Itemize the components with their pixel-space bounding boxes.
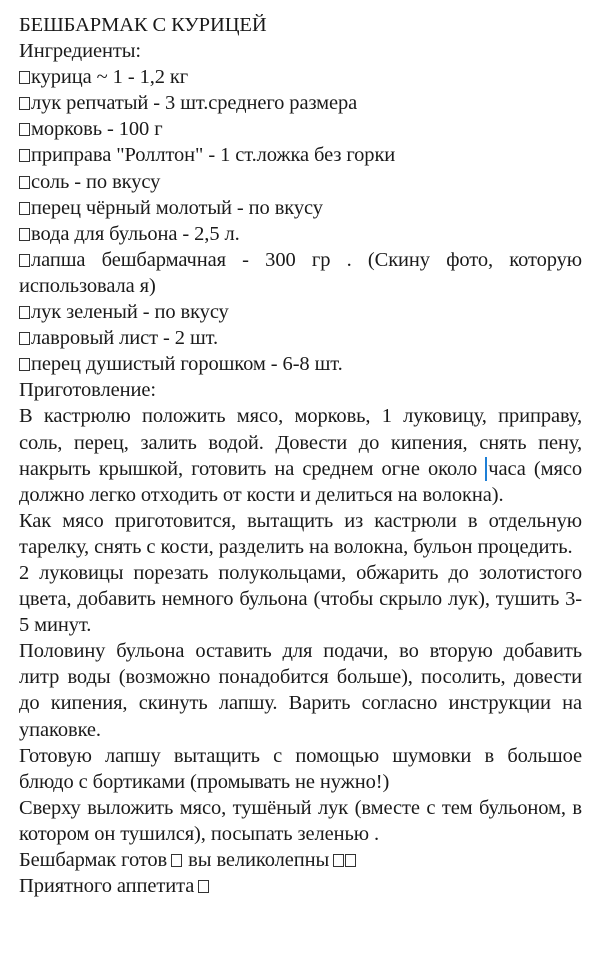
ingredient-item: соль - по вкусу bbox=[19, 169, 582, 195]
step-paragraph: 2 луковицы порезать полукольцами, обжарить до золотистого цвета, добавить немного бульона (чтобы скрыло лук), тушить 3-5 минут. bbox=[19, 561, 582, 637]
missing-glyph-box-icon bbox=[333, 854, 344, 867]
missing-glyph-box-icon bbox=[19, 202, 30, 215]
text-cursor bbox=[485, 457, 487, 481]
ingredient-item: лавровый лист - 2 шт. bbox=[19, 325, 582, 351]
missing-glyph-box-icon bbox=[19, 228, 30, 241]
ingredient-item: курица ~ 1 - 1,2 кг bbox=[19, 64, 582, 90]
missing-glyph-box-icon bbox=[171, 854, 182, 867]
missing-glyph-box-icon bbox=[19, 149, 30, 162]
missing-glyph-box-icon bbox=[198, 880, 209, 893]
step-paragraph: Как мясо приготовится, вытащить из кастрюли в отдельную тарелку, снять с кости, разделить на волокна, бульон процедить. bbox=[19, 509, 582, 558]
missing-glyph-box-icon bbox=[19, 176, 30, 189]
step-paragraph: Сверху выложить мясо, тушёный лук (вместе с тем бульоном, в котором он тушился), посыпать зеленью . bbox=[19, 796, 582, 845]
ingredient-item: приправа "Роллтон" - 1 ст.ложка без горки bbox=[19, 142, 582, 168]
missing-glyph-box-icon bbox=[345, 854, 356, 867]
step-paragraph: В кастрюлю положить мясо, морковь, 1 луковицу, приправу, соль, перец, залить водой. Довести до кипения, снять пену, накрыть крышкой, готовить на среднем огне около часа (мясо должно легко отходить от кости и делиться на волокна). bbox=[19, 405, 582, 506]
document-body[interactable] bbox=[19, 12, 582, 899]
closing-line: Приятного аппетита bbox=[19, 873, 582, 899]
missing-glyph-box-icon bbox=[19, 254, 30, 267]
missing-glyph-box-icon bbox=[19, 123, 30, 136]
ingredients-heading: Ингредиенты: bbox=[19, 40, 141, 63]
ingredient-item: лук репчатый - 3 шт.среднего размера bbox=[19, 90, 582, 116]
missing-glyph-box-icon bbox=[19, 71, 30, 84]
ingredient-item: вода для бульона - 2,5 л. bbox=[19, 221, 582, 247]
ingredient-item: перец чёрный молотый - по вкусу bbox=[19, 195, 582, 221]
step-paragraph: Готовую лапшу вытащить с помощью шумовки в большое блюдо с бортиками (промывать не нужно!) bbox=[19, 744, 582, 793]
ingredient-item: перец душистый горошком - 6-8 шт. bbox=[19, 351, 582, 377]
missing-glyph-box-icon bbox=[19, 306, 30, 319]
closing-line: Бешбармак готов вы великолепны bbox=[19, 847, 582, 873]
ingredient-item: морковь - 100 г bbox=[19, 116, 582, 142]
missing-glyph-box-icon bbox=[19, 332, 30, 345]
missing-glyph-box-icon bbox=[19, 358, 30, 371]
ingredient-item: лук зеленый - по вкусу bbox=[19, 299, 582, 325]
ingredient-item: лапша бешбармачная - 300 гр . (Скину фото, которую использовала я) bbox=[19, 248, 582, 297]
preparation-heading: Приготовление: bbox=[19, 379, 156, 402]
step-paragraph: Половину бульона оставить для подачи, во вторую добавить литр воды (возможно понадобится больше), посолить, довести до кипения, скинуть лапшу. Варить согласно инструкции на упаковке. bbox=[19, 640, 582, 741]
recipe-title: БЕШБАРМАК С КУРИЦЕЙ bbox=[19, 14, 267, 36]
missing-glyph-box-icon bbox=[19, 97, 30, 110]
